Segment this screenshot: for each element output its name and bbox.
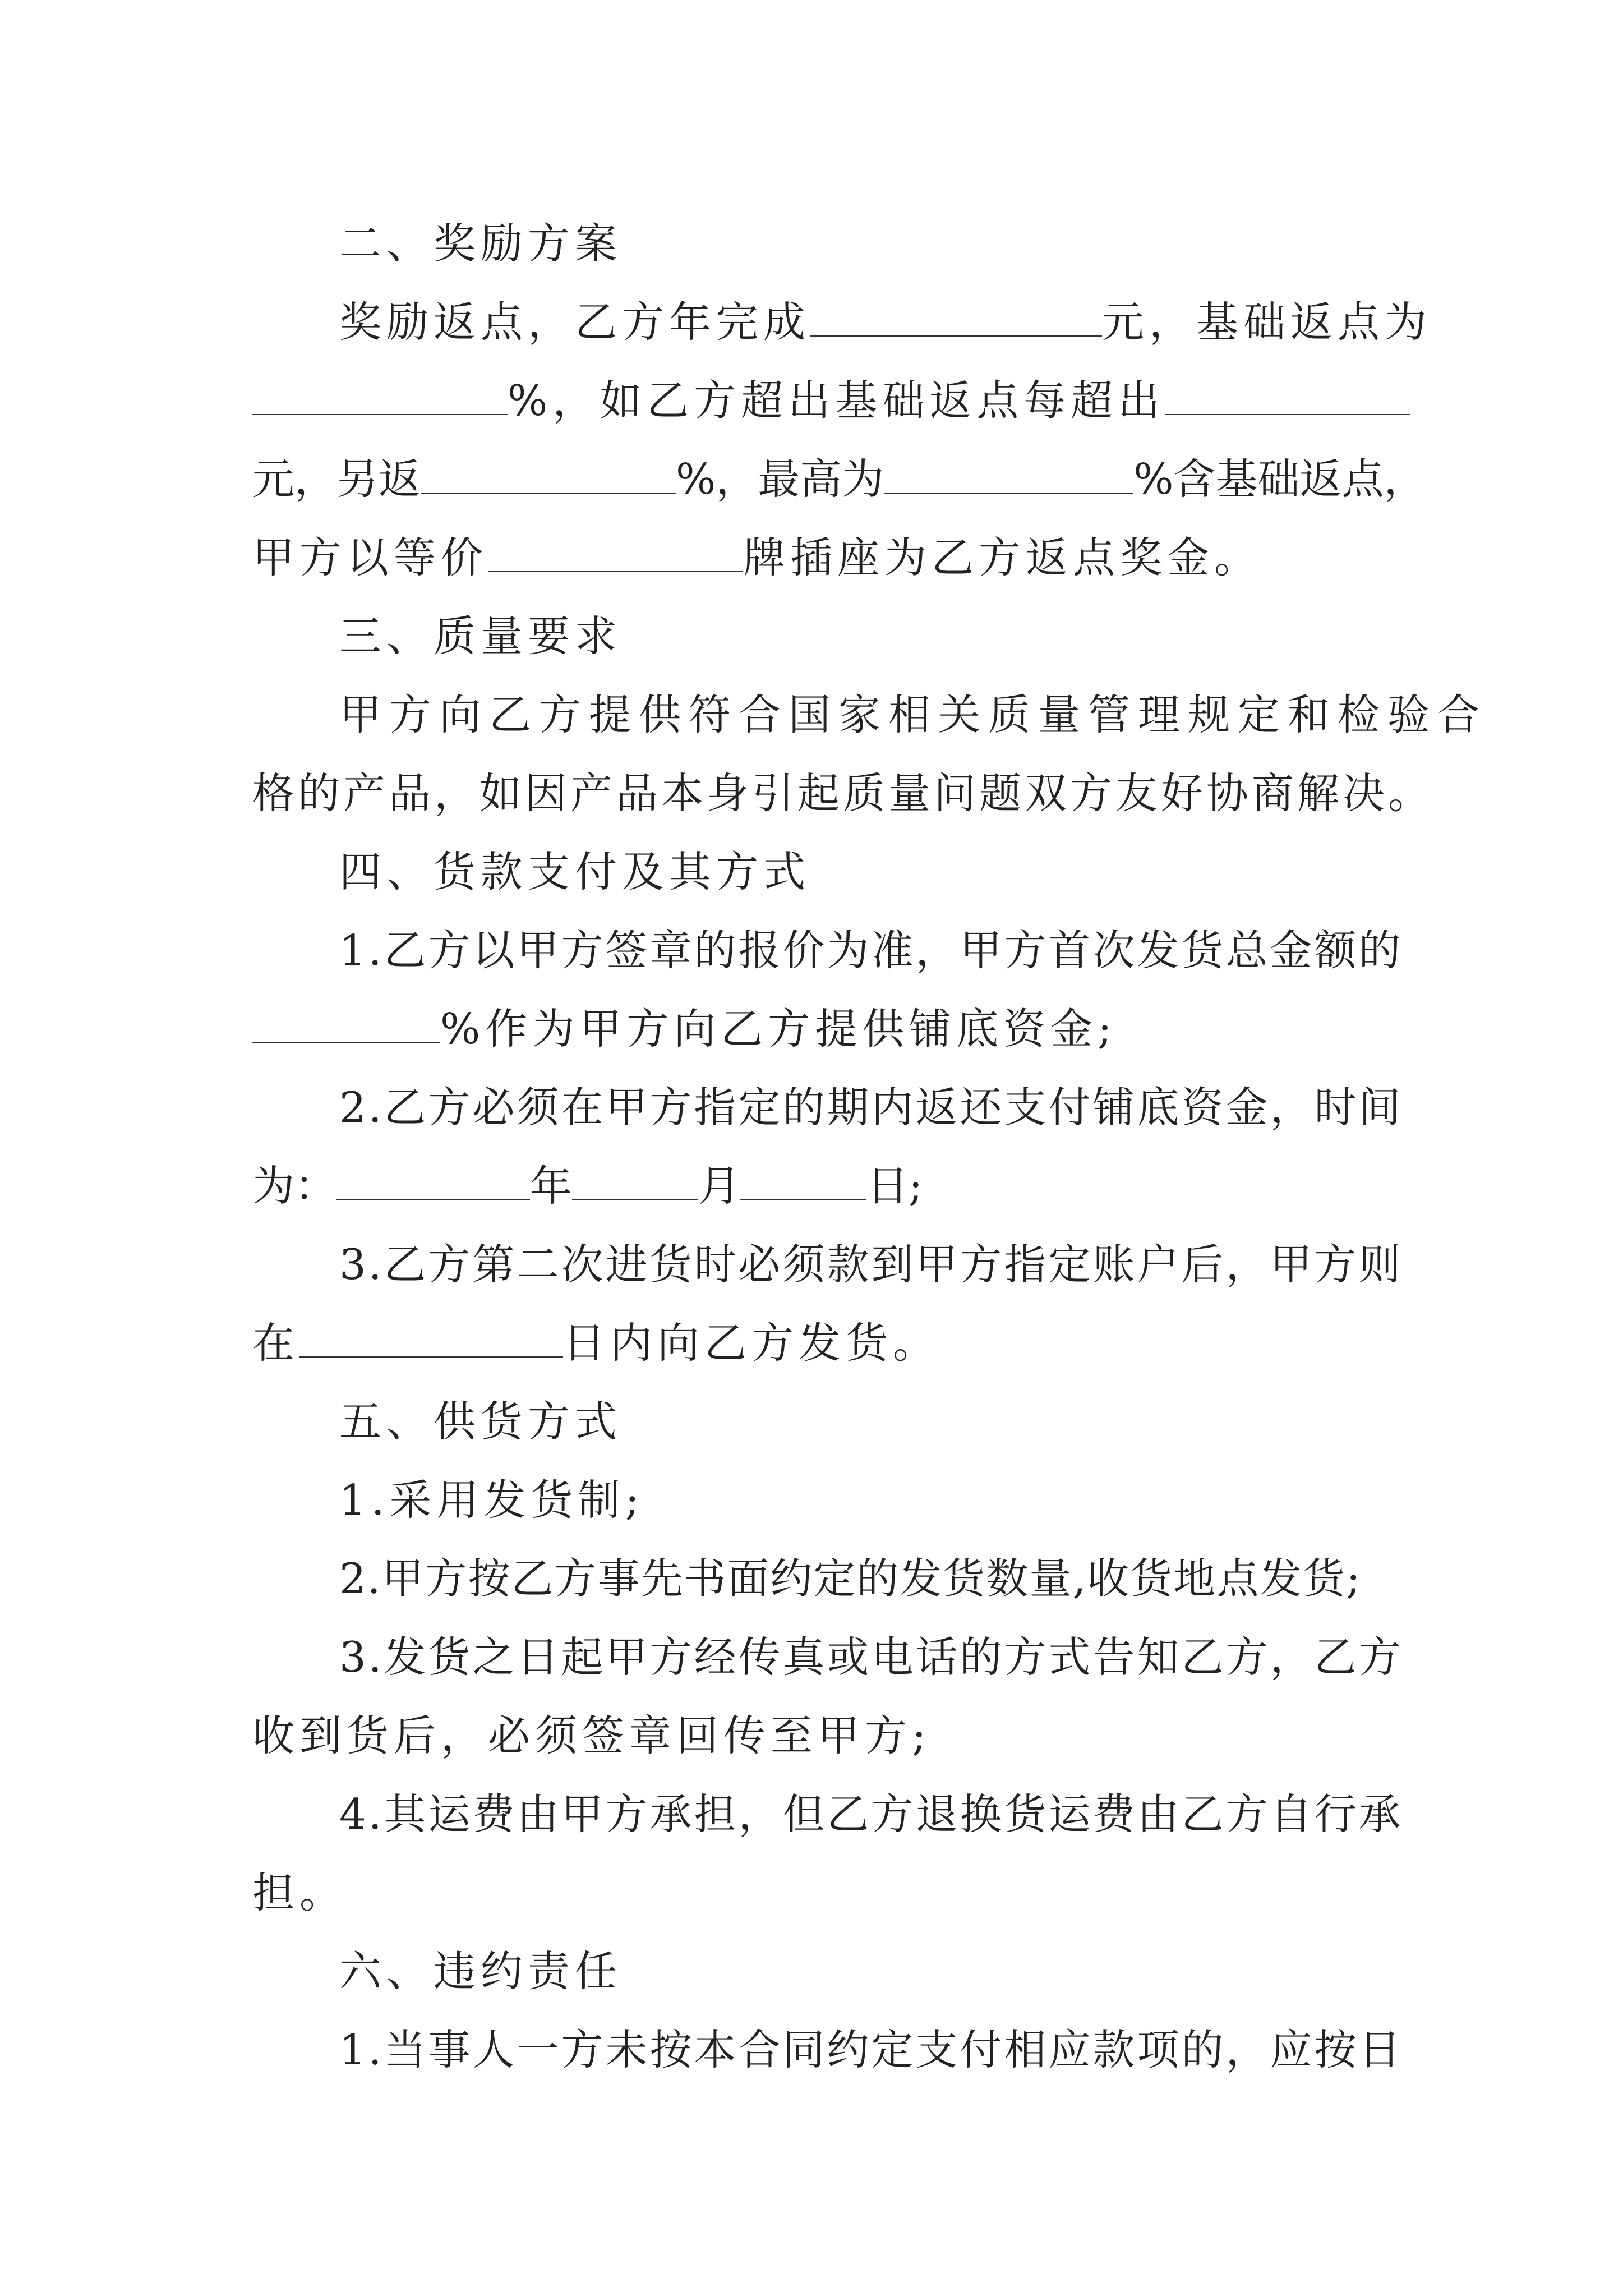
blank-days[interactable] (299, 1309, 563, 1358)
section-heading-payment (339, 832, 1394, 911)
section-heading-supply (339, 1382, 1394, 1461)
text-span: 年 (530, 1161, 573, 1211)
blank-month[interactable] (572, 1152, 698, 1200)
list-item-continuation (252, 1853, 1391, 1932)
blank-base-rebate[interactable] (252, 367, 508, 415)
blank-percentage[interactable] (252, 995, 440, 1043)
text-span: 元，基础返点为 (1102, 297, 1432, 347)
list-item (339, 2010, 1403, 2089)
text-span: 为： (252, 1161, 337, 1211)
text-span: 甲方向乙方提供符合国家相关质量管理规定和检验合 (339, 690, 1488, 739)
blank-annual-amount[interactable] (810, 288, 1102, 337)
list-item-continuation (252, 1696, 1391, 1775)
blank-year[interactable] (336, 1152, 530, 1200)
paragraph-line (339, 283, 1432, 361)
heading-text: 三、质量要求 (339, 611, 623, 661)
text-span: 3.发货之日起甲方经传真或电话的方式告知乙方，乙方 (339, 1632, 1403, 1682)
paragraph-line (252, 754, 1434, 832)
list-item-continuation (252, 1304, 1391, 1382)
text-span: %作为甲方向乙方提供铺底资金; (440, 1004, 1117, 1053)
section-heading-quality (339, 597, 1394, 675)
text-span: 在 (252, 1318, 300, 1368)
heading-text: 五、供货方式 (339, 1397, 623, 1446)
text-span: %含基础返点， (1133, 454, 1426, 504)
paragraph-line (252, 361, 1391, 440)
text-span: 1.采用发货制; (339, 1475, 644, 1525)
list-item (339, 1618, 1403, 1696)
text-span: 2.甲方按乙方事先书面约定的发货数量,收货地点发货; (339, 1554, 1362, 1603)
blank-brand[interactable] (488, 524, 743, 572)
list-item (339, 1225, 1403, 1304)
blank-max-rebate[interactable] (884, 445, 1133, 494)
paragraph-line (252, 518, 1391, 597)
blank-day[interactable] (740, 1152, 866, 1200)
text-span: 收到货后，必须签章回传至甲方; (252, 1711, 932, 1760)
text-span: 1.乙方以甲方签章的报价为准，甲方首次发货总金额的 (339, 926, 1403, 975)
text-span: 3.乙方第二次进货时必须款到甲方指定账户后，甲方则 (339, 1240, 1403, 1289)
list-item (339, 1068, 1403, 1147)
list-item (339, 1775, 1403, 1853)
text-span: 担。 (252, 1868, 347, 1917)
text-span: 1.当事人一方未按本合同约定支付相应款项的，应按日 (339, 2025, 1403, 2074)
list-item (339, 911, 1403, 990)
paragraph-line (339, 675, 1488, 754)
text-span: 4.其运费由甲方承担，但乙方退换货运费由乙方自行承 (339, 1789, 1403, 1839)
text-span: 格的产品，如因产品本身引起质量问题双方友好协商解决。 (252, 769, 1434, 818)
text-span: 日内向乙方发货。 (563, 1318, 940, 1368)
blank-extra-rebate[interactable] (421, 445, 676, 494)
text-span: %，如乙方超出基础返点每超出 (508, 376, 1165, 425)
text-span: 牌插座为乙方返点奖金。 (743, 533, 1262, 582)
paragraph-line (252, 440, 1426, 518)
text-span: 日; (866, 1161, 923, 1211)
list-item (339, 1461, 1394, 1539)
heading-text: 二、奖励方案 (339, 219, 623, 268)
heading-text: 六、违约责任 (339, 1947, 623, 1996)
list-item-continuation (252, 1147, 1391, 1225)
text-span: 2.乙方必须在甲方指定的期内返还支付铺底资金，时间 (339, 1083, 1403, 1132)
text-span: 月 (698, 1161, 741, 1211)
text-span: 甲方以等价 (252, 533, 488, 582)
text-span: %，最高为 (676, 454, 884, 504)
text-span: 元，另返 (252, 454, 421, 504)
list-item-continuation (252, 990, 1391, 1068)
text-span: 奖励返点，乙方年完成 (339, 297, 811, 347)
heading-text: 四、货款支付及其方式 (339, 847, 811, 896)
list-item (339, 1539, 1394, 1618)
section-heading-liability (339, 1932, 1394, 2010)
blank-exceed-amount[interactable] (1165, 367, 1410, 415)
section-heading-rewards (339, 204, 1394, 283)
